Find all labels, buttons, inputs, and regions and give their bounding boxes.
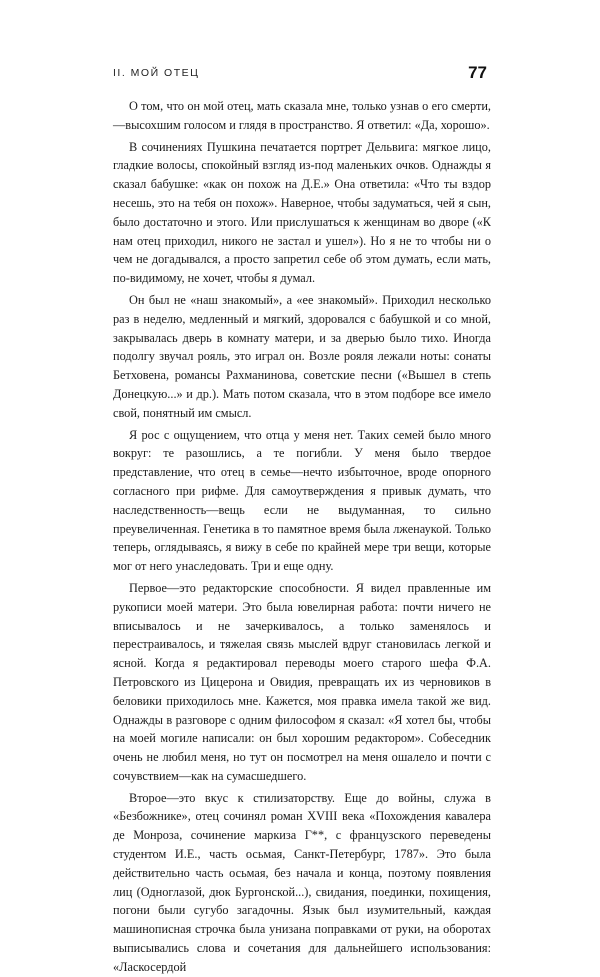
paragraph-6: Второе—это вкус к стилизаторству. Еще до войны, служа в «Безбожнике», отец сочинял роман XVIII века «Похождения кавалера де Монроза, сочинение маркиза Г**, с французского переведены студентом И.Е., часть осьмая, Санкт-Петербург, 1787». Это была действительно часть осьмая, без начала и конца, поэтому появления лиц (Одноглазой, дюк Бургонской...), свидания, поединки, похищения, погони были сугубо загадочны. Язык был изумительный, каждая машинописная строчка была унизана поправками от руки, на оборотах выписывались слова и сочетания для дальнейшего использования: «Ласкосердой — [113, 790, 491, 974]
paragraph-3: Он был не «наш знакомый», а «ее знакомый». Приходил несколько раз в неделю, медленный и мягкий, здоровался с бабушкой и со мной, закрывалась дверь в комнату матери, и за дверью было тихо. Иногда подолгу звучал рояль, это играл он. Возле рояля лежали ноты: сонаты Бетховена, романсы Рахманинова, советские песни («Вышел в степь Донецкую...» и др.). Мать потом сказала, что в этом подборе все имело свой, понятный им смысл. — [113, 292, 491, 420]
paragraph-1: О том, что он мой отец, мать сказала мне, только узнав о его смерти,—высохшим голосом и глядя в пространство. Я ответил: «Да, хорошо». — [113, 99, 491, 132]
body-text — [113, 97, 491, 977]
paragraph-5: Первое—это редакторские способности. Я видел правленные им рукописи моей матери. Это была ювелирная работа: почти ничего не вписывалось и не зачеркивалось, а только заменялось и перестраивалось, и тяжелая связь мыслей вдруг становилась легкой и ясной. Когда я редактировал переводы моего старого шефа Ф.А. Петровского из Цицерона и Овидия, превращать их из черновиков в беловики приходилось мне. Кажется, моя правка имела такой же вид. Однажды в разговоре с одним философом я сказал: «Я хотел бы, чтобы на моей могиле написали: он был хорошим редактором». Собеседник очень не любил меня, но тут он посмотрел на меня ошалело и почти с сочувствием—как на сумасшедшего. — [113, 580, 491, 783]
paragraph-2: В сочинениях Пушкина печатается портрет Дельвига: мягкое лицо, гладкие волосы, спокойный взгляд из-под маленьких очков. Однажды я сказал бабушке: «как он похож на Д.Е.» Она ответила: «Что ты вздор несешь, это на тебя он похож». Наверное, чтобы задуматься, чей я сын, было достаточно и этого. Или прислушаться к женщинам во дворе («К нам отец приходил, никого не застал и ушел»). Но я не то чтобы ни о чем не догадывался, а просто запретил себе об этом думать, если мать, по-видимому, не хочет, чтобы я думал. — [113, 139, 491, 286]
running-head: II. МОЙ ОТЕЦ — [113, 67, 200, 79]
paragraph-4: Я рос с ощущением, что отца у меня нет. Таких семей было много вокруг: те разошлись, а те погибли. У меня было твердое представление, что отец в семье—нечто избыточное, вроде опорного согласного при рифме. Для самоутверждения я привык думать, что наследственность—вещь если не выдуманная, то сильно преувеличенная. Генетика в то памятное время была лженаукой. Только теперь, оглядываясь, я вижу в себе по крайней мере три вещи, которые мог от него унаследовать. Три и еще одну. — [113, 427, 491, 574]
page-number: 77 — [468, 63, 487, 82]
